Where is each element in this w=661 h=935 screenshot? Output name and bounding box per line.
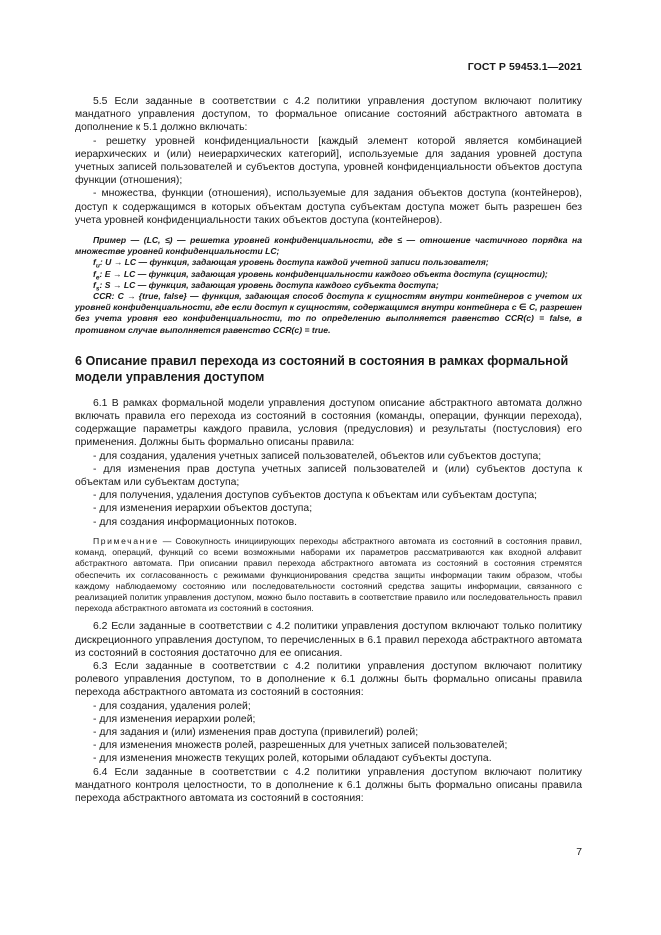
bullet-containers: - множества, функции (отношения), используемые для задания объектов доступа (контейнеров), доступ к содержащимся в которых объектам доступа субъектам доступа может быть разрешен без учета уровней конфиденциальности таких объектов доступа (контейнеров).	[75, 188, 582, 226]
list-item: - для изменения множеств текущих ролей, которыми обладают субъекты доступа.	[93, 753, 492, 765]
note-text: — Совокупность инициирующих переходы абстрактного автомата из состояний в состояния правил, команд, операций, функций со всеми возможными наборами их параметров рассматриваются как входной алфавит абстрактного автомата. При описании правил перехода абстрактного автомата из состояний в состояния стремятся обеспечить их согласованность с режимами функционирования средства защиты информации таким образом, чтобы каждому наблюдаемому состоянию или последовательности состояний средства защиты информации, связанного с реализацией политик управления доступом, можно было поставить в соответствие правило или последовательность правил перехода абстрактного автомата из состояний в состояния.	[75, 535, 582, 614]
list-item: - для получения, удаления доступов субъектов доступа к объектам или субъектам доступа;	[93, 490, 538, 502]
page-number: 7	[576, 847, 582, 858]
paragraph-6-2: 6.2 Если заданные в соответствии с 4.2 политики управления доступом включают только политику дискреционного управления доступом, то перечисленных в 6.1 правил перехода абстрактного автомата из состояний в состояния достаточно для ее описания.	[75, 621, 582, 659]
paragraph-5-5: 5.5 Если заданные в соответствии с 4.2 политики управления доступом включают политику мандатного управления доступом, то формальное описание состояний абстрактного автомата в дополнение к 5.1 должно включать:	[75, 96, 582, 134]
list-6-3	[75, 700, 582, 766]
paragraph-6-3: 6.3 Если заданные в соответствии с 4.2 политики управления доступом включают политику ролевого управления доступом, то в дополнение к 6.1 должны быть формально описаны правила перехода абстрактного автомата из состояний в состояния:	[75, 660, 582, 699]
page-body	[75, 95, 582, 805]
list-item: - для изменения иерархии ролей;	[93, 713, 256, 725]
list-6-1	[75, 450, 582, 529]
note-block	[75, 536, 582, 614]
list-item: - для создания информационных потоков.	[93, 516, 297, 528]
note-paragraph	[75, 536, 582, 614]
document-code: ГОСТ Р 59453.1—2021	[467, 61, 582, 73]
list-item: - для изменения иерархии объектов доступа;	[93, 503, 313, 515]
example-line-5: CCR: C → {true, false} — функция, задающая способ доступа к сущностям внутри контейнеров с учетом их уровней конфиденциальности, где если доступ к сущностям, содержащимся внутри контейнера c ∈ C, разрешен без учета уровня его конфиденциальности, то по определению выполняется равенство CCR(c) = false, в противном случае выполняется равенство CCR(c) = true.	[75, 291, 582, 335]
example-line-4: $f_s$: S → LC — функция, задающая уровень доступа каждого субъекта доступа;	[93, 279, 439, 293]
paragraph-6-1: 6.1 В рамках формальной модели управления доступом описание абстрактного автомата должно включать правила его перехода из состояний в состояния (команды, операции, функции перехода), содержащие параметры каждого правила, условия (предусловия) и результаты (постусловия) его применения. Должны быть формально описаны правила:	[75, 397, 582, 449]
list-item: - для задания и (или) изменения прав доступа (привилегий) ролей;	[93, 726, 419, 738]
paragraph-6-4: 6.4 Если заданные в соответствии с 4.2 политики управления доступом включают политику мандатного контроля целостности, то в дополнение к 6.1 должны быть формально описаны правила перехода абстрактного автомата из состояний в состояния:	[75, 766, 582, 804]
example-block	[75, 235, 582, 336]
bullet-lattice: - решетку уровней конфиденциальности [каждый элемент которой является комбинацией иерархических и (или) неиерархических категорий], используемые для задания уровней доступа учетных записей пользователей и субъектов доступа, уровней конфиденциальности объектов доступа функции (отношения);	[75, 135, 582, 187]
list-item: - для создания, удаления ролей;	[93, 700, 251, 712]
list-item: - для изменения прав доступа учетных записей пользователей и (или) субъектов доступа к объектам или субъектам доступа;	[75, 463, 582, 489]
list-item: - для изменения множеств ролей, разрешенных для учетных записей пользователей;	[93, 740, 508, 752]
example-line-1: Пример — (LC, ≤) — решетка уровней конфиденциальности, где ≤ — отношение частичного порядка на множестве уровней конфиденциальности LC;	[75, 235, 582, 257]
section-6-title: 6 Описание правил перехода из состояний в состояния в рамках формальной модели управления доступом	[75, 353, 569, 384]
list-item: - для создания, удаления учетных записей пользователей, объектов или субъектов доступа;	[93, 450, 542, 462]
note-label: Примечание	[93, 535, 159, 546]
example-line-3: $f_e$: E → LC — функция, задающая уровень конфиденциальности каждого объекта доступа (сущности);	[93, 268, 548, 282]
example-line-2: $f_u$: U → LC — функция, задающая уровень доступа каждой учетной записи пользователя;	[93, 257, 489, 271]
